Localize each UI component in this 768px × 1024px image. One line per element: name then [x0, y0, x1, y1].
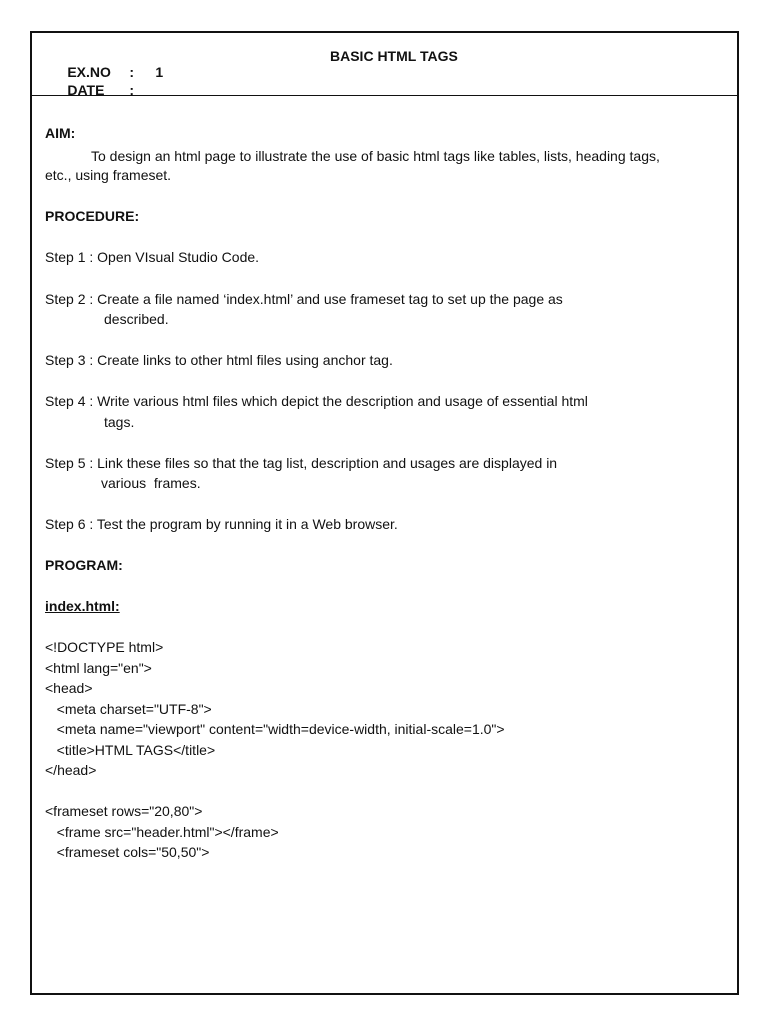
code-line: <title>HTML TAGS</title>	[45, 742, 216, 758]
code-line: <frameset cols="50,50">	[45, 844, 210, 860]
step-2-continuation: described.	[104, 311, 169, 327]
aim-heading: AIM:	[45, 125, 76, 141]
step-4-continuation: tags.	[104, 414, 135, 430]
code-line: <meta charset="UTF-8">	[45, 701, 212, 717]
date-label: DATE	[67, 82, 105, 98]
step-2: Step 2 : Create a file named ‘index.html’ and use frameset tag to set up the page as	[45, 291, 563, 307]
procedure-heading: PROCEDURE:	[45, 208, 140, 224]
step-4: Step 4 : Write various html files which depict the description and usage of essential html	[45, 393, 588, 409]
document-title: BASIC HTML TAGS	[330, 48, 458, 64]
aim-text-line2: etc., using frameset.	[45, 167, 172, 183]
code-line: </head>	[45, 762, 97, 778]
date-separator: :	[129, 82, 135, 98]
code-line: <!DOCTYPE html>	[45, 639, 164, 655]
program-filename: index.html:	[45, 598, 120, 614]
page-frame	[30, 31, 739, 995]
code-line: <frame src="header.html"></frame>	[45, 824, 279, 840]
document-header	[32, 33, 737, 96]
step-1: Step 1 : Open VIsual Studio Code.	[45, 249, 260, 265]
code-line: <head>	[45, 680, 93, 696]
step-3: Step 3 : Create links to other html files using anchor tag.	[45, 352, 393, 368]
step-6: Step 6 : Test the program by running it in a Web browser.	[45, 516, 398, 532]
exno-separator: :	[129, 64, 135, 80]
exno-label: EX.NO	[67, 64, 111, 80]
date-row	[44, 66, 134, 114]
step-5: Step 5 : Link these files so that the tag list, description and usages are displayed in	[45, 455, 558, 471]
code-line: <meta name="viewport" content="width=device-width, initial-scale=1.0">	[45, 721, 505, 737]
program-heading: PROGRAM:	[45, 557, 123, 573]
aim-text-line1: To design an html page to illustrate the use of basic html tags like tables, lists, heading tags,	[91, 148, 660, 164]
code-line: <frameset rows="20,80">	[45, 803, 203, 819]
exno-value: 1	[155, 64, 164, 80]
step-5-continuation: various frames.	[101, 475, 201, 491]
code-line: <html lang="en">	[45, 660, 152, 676]
